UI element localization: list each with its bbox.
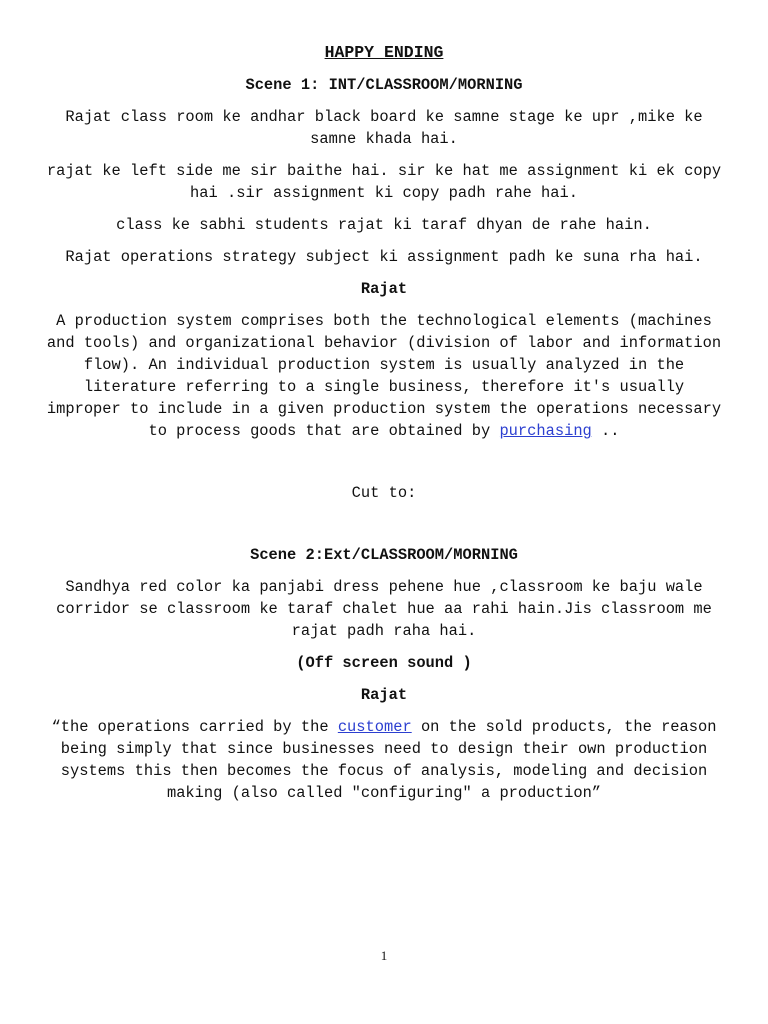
spacer	[44, 514, 724, 544]
scene-2-heading: Scene 2:Ext/CLASSROOM/MORNING	[250, 546, 518, 564]
script-page	[44, 42, 724, 814]
document-title: HAPPY ENDING	[324, 43, 444, 62]
scene-1-dialogue-end: ..	[591, 422, 620, 440]
scene-2-dialogue-end: on the sold products, the reason being simply that since businesses need to design their own production systems this then becomes the focus of analysis, modeling and decision making (also called "configuring" a production”	[60, 718, 717, 802]
scene-1-action-3: class ke sabhi students rajat ki taraf dhyan de rahe hain.	[116, 216, 652, 234]
scene-1-character-name: Rajat	[360, 280, 408, 298]
scene-2-character-name: Rajat	[360, 686, 408, 704]
scene-2-dialogue	[44, 716, 724, 804]
scene-1-dialogue-text: A production system comprises both the technological elements (machines and tools) and organizational behavior (division of labor and information flow). An individual production system is usually analyzed in the literature referring to a single business, therefore it's usually improper to include in a given production system the operations necessary to process goods that are obtained by	[46, 312, 722, 440]
transition-cut-to: Cut to:	[351, 484, 417, 502]
scene-2-action: Sandhya red color ka panjabi dress pehene hue ,classroom ke baju wale corridor se classroom ke taraf chalet hue aa rahi hain.Jis classroom me rajat padh raha hai.	[56, 578, 712, 640]
scene-2-dialogue-text: “the operations carried by the	[51, 718, 338, 736]
scene-1-dialogue	[44, 310, 724, 442]
scene-2-parenthetical: (Off screen sound )	[296, 654, 472, 672]
scene-1-action-2: rajat ke left side me sir baithe hai. sir ke hat me assignment ki ek copy hai .sir assignment ki copy padh rahe hai.	[46, 162, 722, 202]
spacer	[44, 452, 724, 482]
page-number: 1	[380, 948, 388, 963]
scene-1-action-4: Rajat operations strategy subject ki assignment padh ke suna rha hai.	[65, 248, 703, 266]
purchasing-link[interactable]: purchasing	[499, 422, 592, 440]
scene-1-heading: Scene 1: INT/CLASSROOM/MORNING	[245, 76, 523, 94]
customer-link[interactable]: customer	[337, 718, 412, 736]
scene-1-action-1: Rajat class room ke andhar black board ke samne stage ke upr ,mike ke samne khada hai.	[65, 108, 703, 148]
